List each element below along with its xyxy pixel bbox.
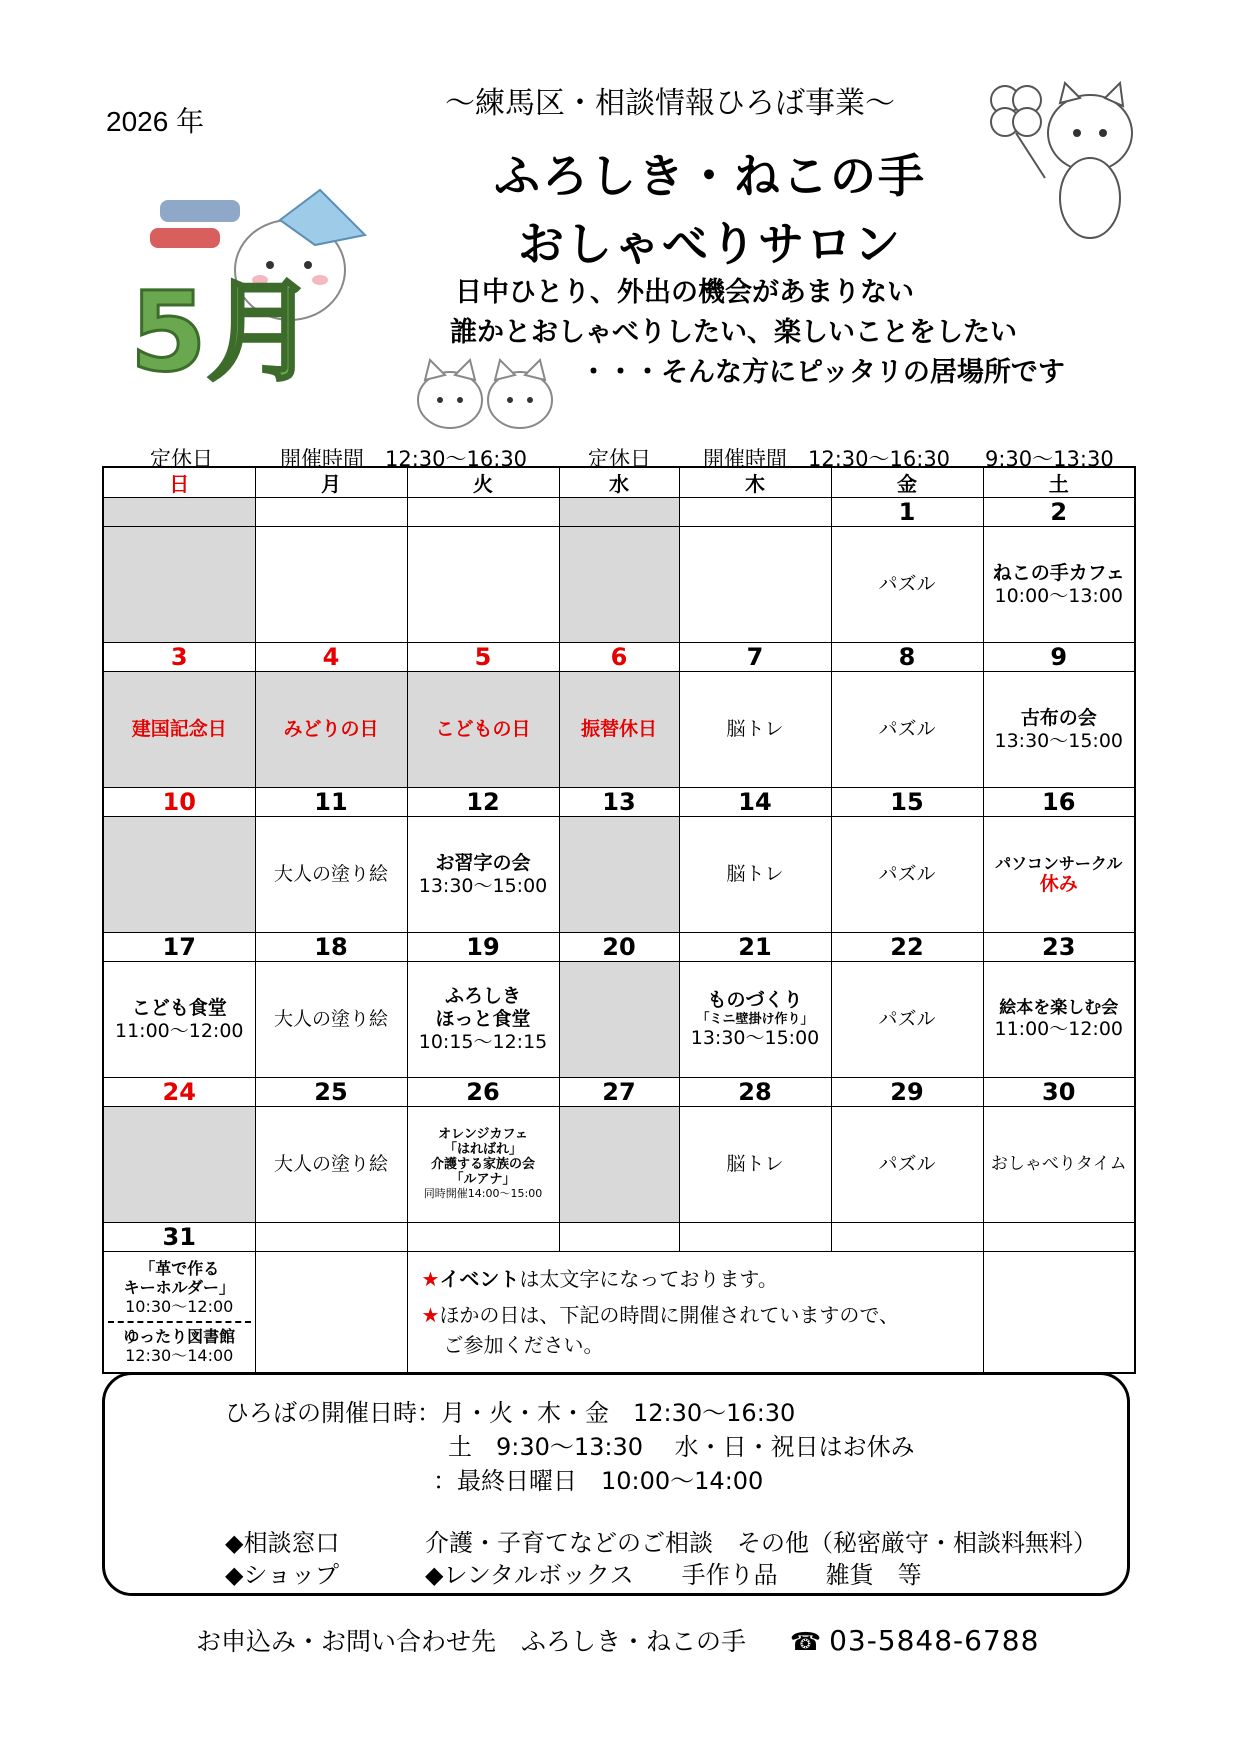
note-text: は太文字になっております。 [519,1267,778,1291]
event-cell [983,1252,1135,1374]
month-badge: 5月 [130,268,317,390]
date-cell [407,498,559,527]
weekday-sat: 土 [983,467,1135,498]
legend-closed-sun: 定休日 [150,447,213,471]
notes-cell [407,1252,983,1374]
event-cell [255,1252,407,1374]
event-time: 10:30～12:00 [125,1297,234,1317]
subtitle: ～練馬区・相談情報ひろば事業～ [445,86,895,121]
week-5-dates [103,1078,1135,1107]
title-line-1: ふろしき・ねこの手 [494,149,926,203]
info-label: ◆相談窓口 [225,1529,340,1557]
info-line-5 [225,1555,922,1590]
info-line-2: 土 9:30～13:30 水・日・祝日はお休み [448,1433,915,1461]
info-line-4 [225,1523,1097,1558]
phone-number[interactable]: 03-5848-6788 [829,1624,1040,1657]
holiday-cell: 建国記念日 [103,672,255,788]
tagline-3: ・・・そんな方にピッタリの居場所です [580,357,1065,388]
event-cell: パズル [831,1107,983,1223]
legend-hours-sat: 9:30～13:30 [985,447,1114,471]
date-cell: 30 [983,1078,1135,1107]
event-cell [559,1107,679,1223]
info-box [102,1372,1130,1596]
title-line-2: おしゃべりサロン [518,217,902,271]
event-time: 13:30～15:00 [418,874,548,897]
event-title: お習字の会 [435,851,531,874]
event-cell [679,962,831,1078]
event-title: 絵本を楽しむ会 [999,997,1119,1018]
event-title: ゆったり図書館 [123,1326,236,1346]
info-value: ◆レンタルボックス 手作り品 雑貨 等 [425,1561,922,1589]
date-cell: 25 [255,1078,407,1107]
event-cell [831,527,983,643]
week-2-dates [103,643,1135,672]
star-icon: ★ [421,1303,440,1327]
event-cell [983,817,1135,933]
event-cell: 脳トレ [679,672,831,788]
weekday-mon: 月 [255,467,407,498]
date-cell: 20 [559,933,679,962]
note-text: ほかの日は、下記の時間に開催されていますので、 [439,1303,900,1327]
info-label: ひろばの開催日時： [225,1399,441,1427]
week-2-events [103,672,1135,788]
date-cell [103,498,255,527]
event-cell [103,527,255,643]
event-time: 13:30～15:00 [994,729,1123,752]
event-title: ふろしき [444,985,521,1008]
weekday-header-row [103,467,1135,498]
date-cell [831,1223,983,1252]
event-title: こども食堂 [131,996,227,1019]
event-cell [559,962,679,1078]
event-cell [559,527,679,643]
date-cell: 5 [407,643,559,672]
event-cell [103,962,255,1078]
weekday-sun: 日 [103,467,255,498]
may-illustration [130,180,380,390]
date-cell: 31 [103,1223,255,1252]
date-cell: 26 [407,1078,559,1107]
date-cell: 15 [831,788,983,817]
cat-balloon-illustration [985,78,1155,253]
event-cell: 大人の塗り絵 [255,817,407,933]
event-cell [103,1252,255,1374]
event-title: オレンジカフェ [438,1127,528,1143]
date-cell [679,1223,831,1252]
date-cell [255,1223,407,1252]
event-time: 11:00～12:00 [994,1018,1123,1041]
event-title: 「革で作る [139,1259,220,1279]
week-6-dates [103,1223,1135,1252]
holiday-cell: みどりの日 [255,672,407,788]
holiday-cell: 振替休日 [559,672,679,788]
legend-hours-mon-tue: 開催時間 12:30～16:30 [280,447,528,471]
date-cell: 6 [559,643,679,672]
event-cell [103,1107,255,1223]
week-4-dates [103,933,1135,962]
event-cell [103,817,255,933]
date-cell [679,498,831,527]
legend-hours-thu-fri: 開催時間 12:30～16:30 [703,447,951,471]
event-cell [983,527,1135,643]
event-title: 介護する家族の会 [430,1157,535,1173]
weekday-wed: 水 [559,467,679,498]
event-note: 休み [1039,872,1078,895]
event-cell: 脳トレ [679,817,831,933]
event-cell [559,817,679,933]
date-cell: 24 [103,1078,255,1107]
event-time: 12:30～14:00 [125,1345,234,1365]
event-cell [407,962,559,1078]
date-cell: 29 [831,1078,983,1107]
date-cell: 2 [983,498,1135,527]
event-title: ものづくり [707,988,803,1011]
event-cell: 脳トレ [679,1107,831,1223]
info-label: ◆ショップ [225,1561,339,1589]
date-cell: 13 [559,788,679,817]
week-3-dates [103,788,1135,817]
date-cell: 17 [103,933,255,962]
tagline-1: 日中ひとり、外出の機会があまりない [455,277,914,308]
date-cell: 28 [679,1078,831,1107]
star-icon: ★ [421,1267,440,1291]
year-label: 2026 年 [106,106,205,137]
date-cell: 7 [679,643,831,672]
phone-icon: ☎ [789,1627,822,1656]
info-line-1 [225,1393,795,1428]
calendar-table [102,466,1136,1374]
date-cell: 4 [255,643,407,672]
clover-icon [991,86,1045,178]
date-cell: 1 [831,498,983,527]
week-4-events [103,962,1135,1078]
event-cell [983,672,1135,788]
info-value: 介護・子育てなどのご相談 その他（秘密厳守・相談料無料） [425,1529,1097,1557]
cat-face-icon [418,360,552,428]
date-cell: 16 [983,788,1135,817]
event-cell: パズル [831,817,983,933]
date-cell: 11 [255,788,407,817]
date-cell [255,498,407,527]
date-cell [559,1223,679,1252]
event-label: パズル [878,573,936,596]
date-cell: 21 [679,933,831,962]
date-cell [407,1223,559,1252]
event-time: 11:00～12:00 [114,1019,244,1042]
holiday-cell: こどもの日 [407,672,559,788]
event-title: ねこの手カフェ [992,561,1125,584]
weekday-thu: 木 [679,467,831,498]
date-cell: 22 [831,933,983,962]
event-title: キーホルダー」 [123,1278,235,1298]
date-cell: 23 [983,933,1135,962]
date-cell: 9 [983,643,1135,672]
date-cell: 27 [559,1078,679,1107]
tagline-2: 誰かとおしゃべりしたい、楽しいことをしたい [450,317,1017,348]
note-2 [422,1300,969,1330]
event-title: 古布の会 [1020,706,1097,729]
legend-closed-wed: 定休日 [588,447,651,471]
note-3: ご参加ください。 [443,1333,604,1357]
event-cell [255,527,407,643]
event-cell: おしゃべりタイム [983,1107,1135,1223]
event-cell [407,817,559,933]
date-cell: 14 [679,788,831,817]
note-bold: イベント [439,1267,520,1291]
event-subtitle: 「ミニ壁掛け作り」 [696,1011,814,1027]
date-cell [983,1223,1135,1252]
date-cell: 10 [103,788,255,817]
info-value: 月・火・木・金 12:30～16:30 [441,1399,796,1427]
date-cell: 19 [407,933,559,962]
event-time: 同時開催14:00～15:00 [423,1187,543,1201]
event-title: パソコンサークル [995,853,1123,873]
date-cell: 12 [407,788,559,817]
event-title: ほっと食堂 [435,1008,531,1031]
event-cell [983,962,1135,1078]
weekday-tue: 火 [407,467,559,498]
date-cell: 8 [831,643,983,672]
week-1-events [103,527,1135,643]
two-cats-illustration [410,355,570,435]
week-5-events [103,1107,1135,1223]
date-cell: 18 [255,933,407,962]
date-cell: 3 [103,643,255,672]
weekday-fri: 金 [831,467,983,498]
event-title: 「はればれ」 [443,1142,522,1158]
note-1 [422,1264,969,1294]
event-cell: 大人の塗り絵 [255,1107,407,1223]
carp-streamer-icon [150,200,240,248]
event-cell: パズル [831,962,983,1078]
week-1-dates [103,498,1135,527]
contact-text: お申込み・お問い合わせ先 ふろしき・ねこの手 [196,1627,747,1656]
event-cell: 大人の塗り絵 [255,962,407,1078]
event-cell [679,527,831,643]
event-cell [407,1107,559,1223]
week-6-events [103,1252,1135,1374]
cat-icon [1048,83,1132,238]
event-cell [407,527,559,643]
event-time: 10:00～13:00 [994,584,1123,607]
info-line-3: ：最終日曜日 10:00～14:00 [433,1467,764,1495]
contact-footer [196,1622,1039,1658]
event-time: 10:15～12:15 [418,1030,548,1053]
event-cell: パズル [831,672,983,788]
week-3-events [103,817,1135,933]
event-title: 「ルアナ」 [450,1172,516,1188]
date-cell [559,498,679,527]
event-time: 13:30～15:00 [690,1027,820,1050]
